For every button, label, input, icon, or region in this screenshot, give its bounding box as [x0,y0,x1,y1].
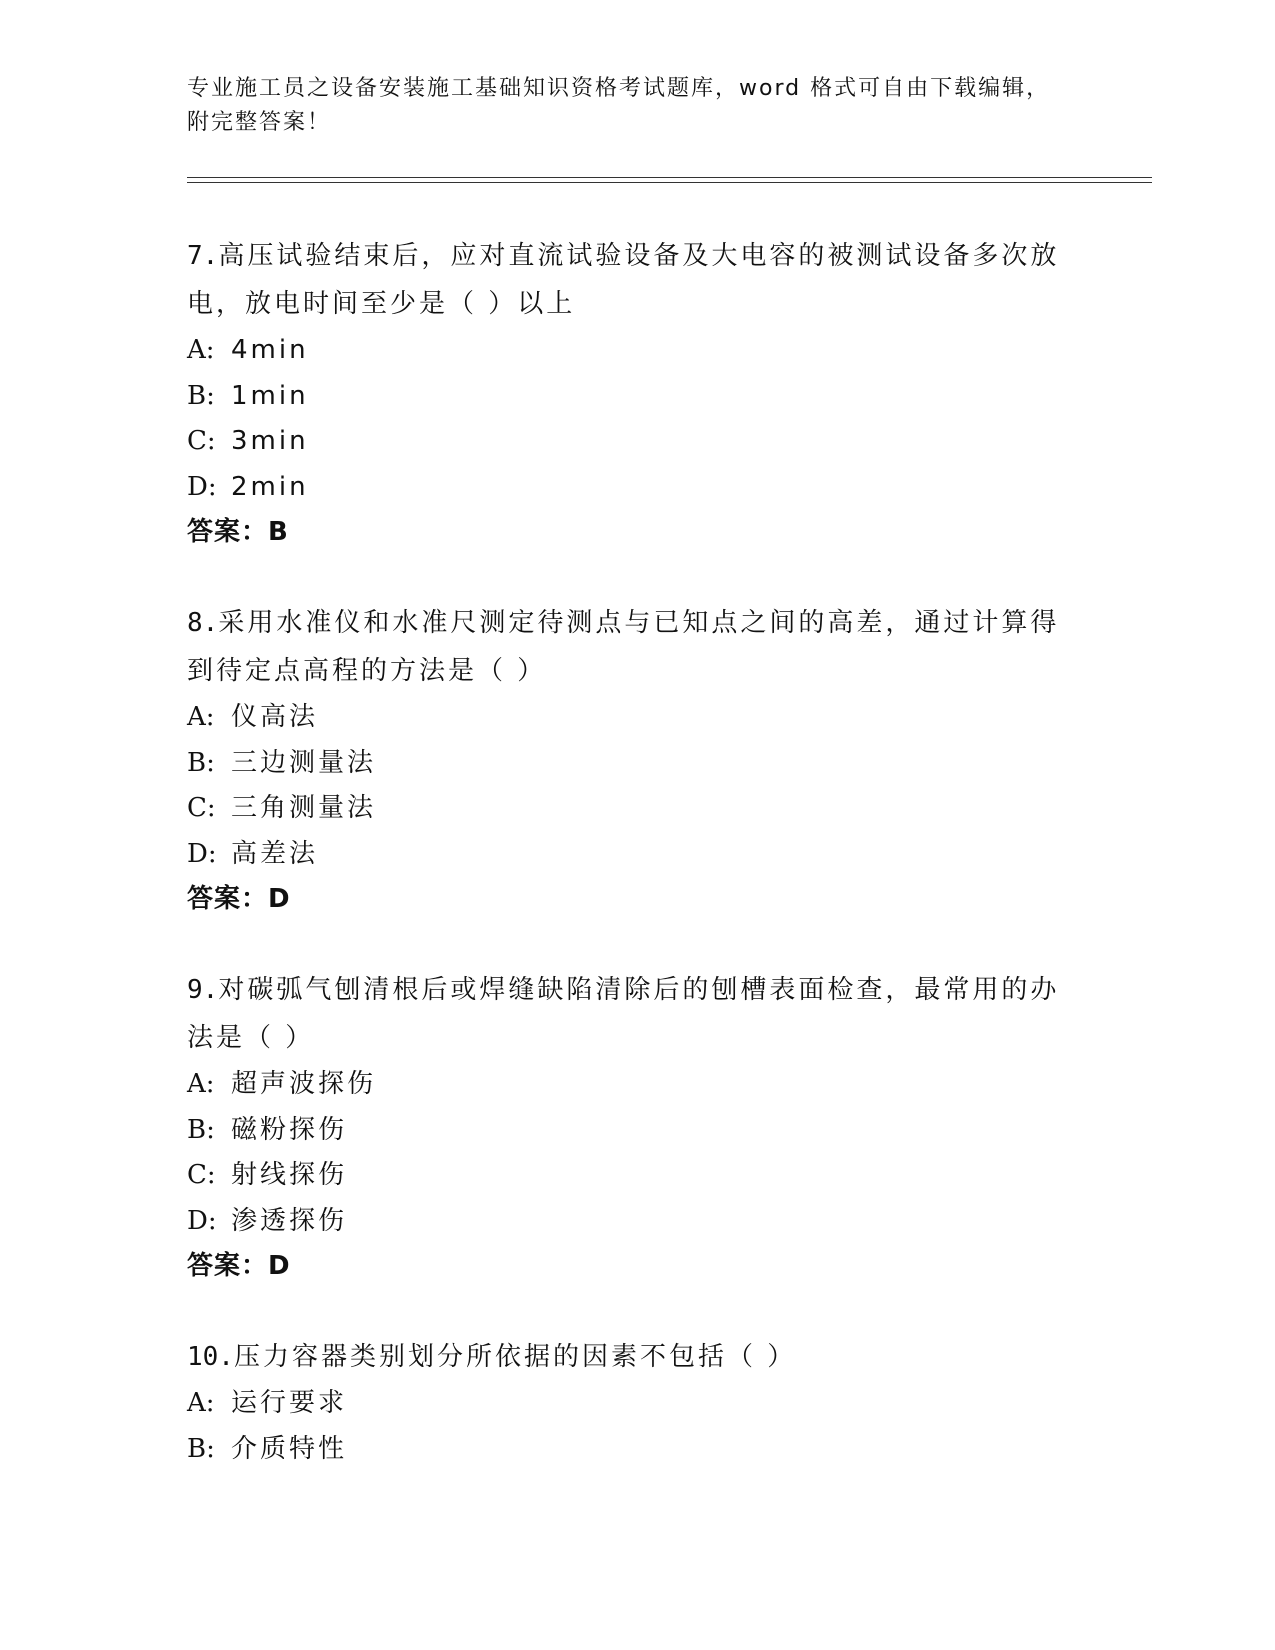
option-text: 三角测量法 [231,793,377,823]
question-number: 9. [187,975,219,1005]
question-10 [187,1333,1087,1472]
option-a [187,1062,1087,1108]
option-a [187,695,1087,741]
option-text: 渗透探伤 [231,1205,348,1236]
option-b [187,1108,1087,1154]
document-header [187,72,1067,140]
option-letter: B: [187,380,215,411]
option-text: 三边测量法 [231,747,377,778]
option-letter: B: [187,1114,215,1145]
header-divider [187,177,1152,183]
option-letter: C: [187,426,216,456]
option-a [187,328,1087,374]
option-text: 运行要求 [231,1388,348,1418]
option-text: 3min [231,426,309,456]
option-letter: A: [187,702,215,732]
answer-line: 答案：D [187,884,291,914]
option-letter: B: [187,1433,215,1464]
option-text: 介质特性 [231,1433,348,1464]
option-text: 射线探伤 [231,1160,348,1190]
option-text: 4min [231,335,309,365]
option-b [187,741,1087,787]
option-text: 磁粉探伤 [231,1114,348,1145]
header-line-2: 附完整答案！ [187,110,332,135]
answer-line: 答案：B [187,517,289,547]
question-text [187,966,1087,1014]
option-c [187,786,1087,832]
question-9 [187,966,1087,1289]
answer-line: 答案：D [187,1251,291,1281]
question-text [187,599,1087,647]
header-line-1: 专业施工员之设备安装施工基础知识资格考试题库，word 格式可自由下载编辑， [187,76,1051,101]
question-7 [187,232,1087,555]
option-text: 1min [231,380,309,411]
option-letter: B: [187,747,215,778]
question-text [187,232,1087,280]
question-text [187,1333,1087,1381]
option-letter: D: [187,471,217,502]
option-c [187,1153,1087,1199]
option-d [187,465,1087,511]
option-text: 仪高法 [231,702,319,732]
question-line-1: 采用水准仪和水准尺测定待测点与已知点之间的高差，通过计算得 [218,608,1060,638]
question-number: 10. [187,1342,234,1372]
option-d [187,1199,1087,1245]
question-line-1: 高压试验结束后，应对直流试验设备及大电容的被测试设备多次放 [218,241,1060,271]
question-line-1: 压力容器类别划分所依据的因素不包括（ ） [233,1342,797,1372]
option-text: 高差法 [231,838,319,869]
option-text: 超声波探伤 [231,1069,377,1099]
option-letter: A: [187,1069,215,1099]
option-letter: D: [187,1205,217,1236]
question-line-2: 到待定点高程的方法是（ ） [187,656,547,686]
option-a [187,1381,1087,1427]
option-letter: A: [187,1388,215,1418]
option-text: 2min [231,471,309,502]
option-letter: D: [187,838,217,869]
option-c [187,419,1087,465]
option-b [187,1427,1087,1473]
question-list [187,232,1087,1516]
option-letter: A: [187,335,215,365]
option-d [187,832,1087,878]
question-number: 7. [187,241,219,271]
question-line-2: 法是（ ） [187,1023,315,1053]
question-8 [187,599,1087,922]
question-number: 8. [187,608,219,638]
option-letter: C: [187,793,216,823]
question-line-2: 电，放电时间至少是（ ）以上 [187,289,576,319]
option-letter: C: [187,1160,216,1190]
question-line-1: 对碳弧气刨清根后或焊缝缺陷清除后的刨槽表面检查，最常用的办 [218,975,1060,1005]
option-b [187,374,1087,420]
